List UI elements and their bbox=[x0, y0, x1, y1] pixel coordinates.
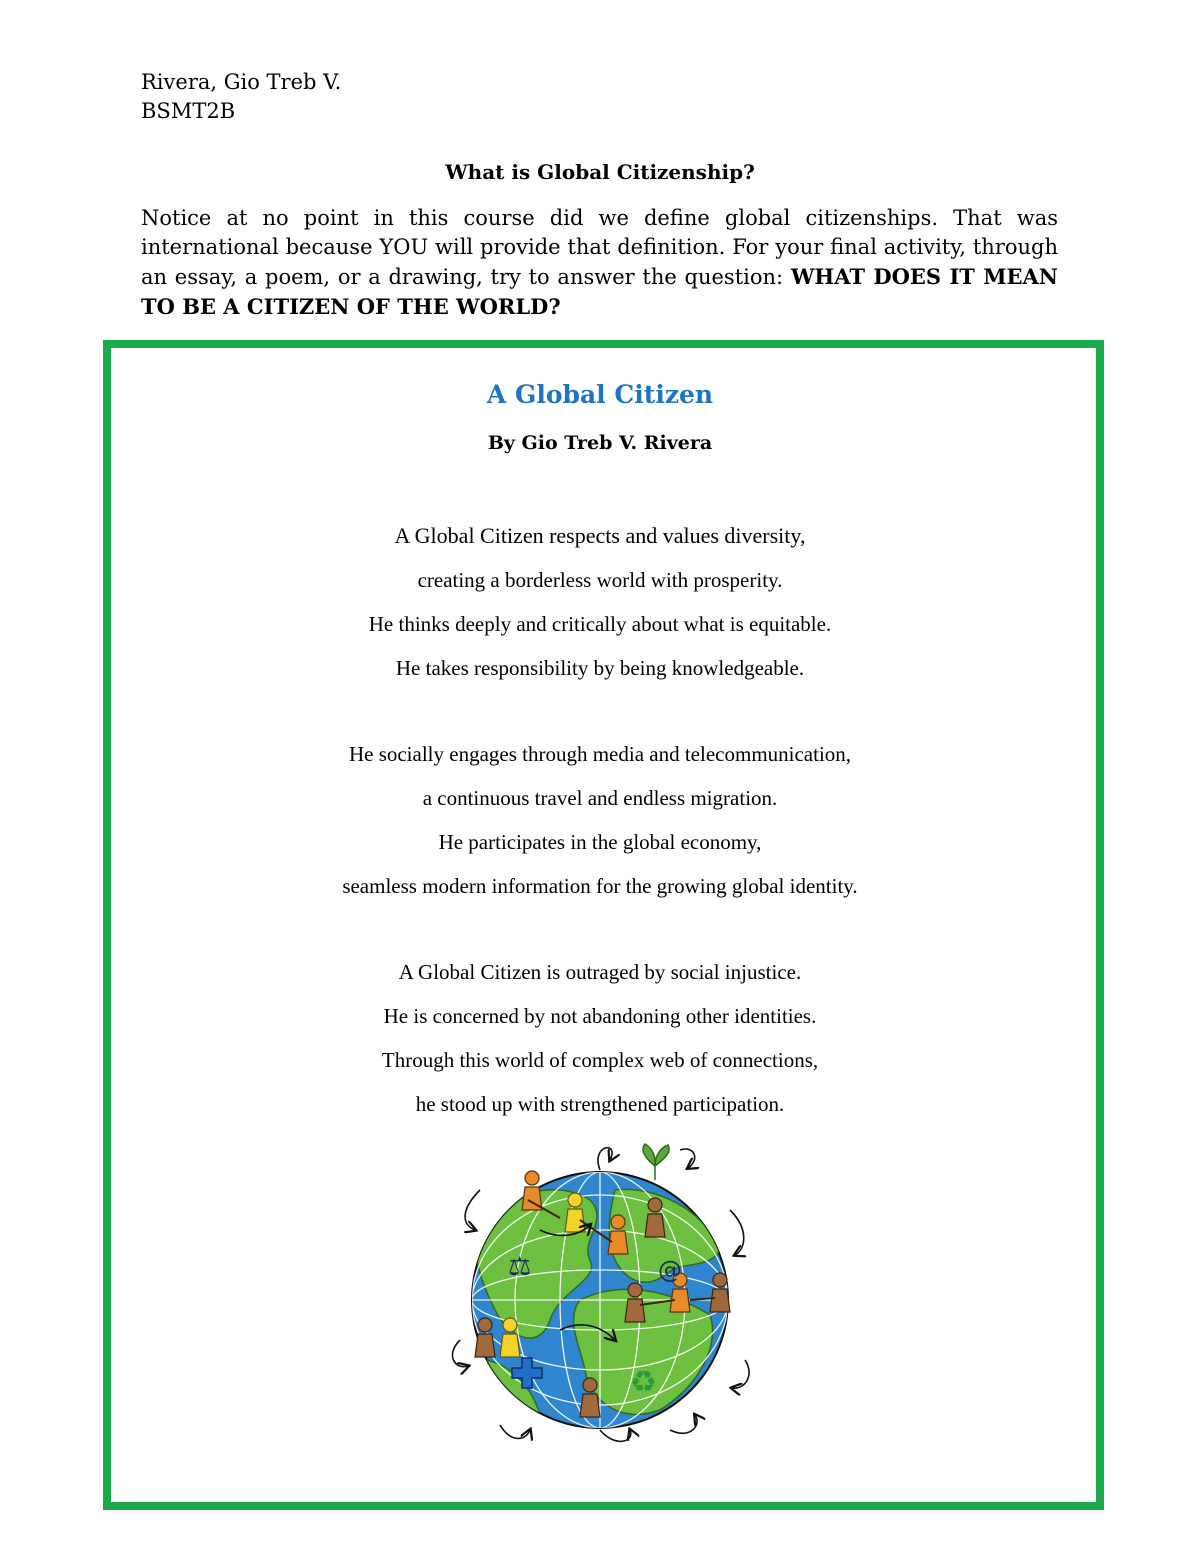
poem-line: A Global Citizen is outraged by social injustice. bbox=[398, 960, 802, 984]
recycle-icon: ♻ bbox=[630, 1365, 657, 1400]
poem-title: A Global Citizen bbox=[486, 380, 714, 409]
scales-icon: ⚖ bbox=[508, 1252, 532, 1282]
student-name: Rivera, Gio Treb V. bbox=[141, 70, 342, 94]
poem-line: a continuous travel and endless migration. bbox=[422, 786, 778, 810]
poem-author: By Gio Treb V. Rivera bbox=[487, 432, 713, 454]
instructions-paragraph bbox=[141, 204, 1058, 322]
poem-line: seamless modern information for the growing global identity. bbox=[342, 874, 858, 898]
poem-line: He takes responsibility by being knowledgeable. bbox=[395, 656, 805, 680]
page-heading: What is Global Citizenship? bbox=[445, 160, 755, 184]
poem-line: creating a borderless world with prosperity. bbox=[417, 568, 783, 592]
poem-line: He is concerned by not abandoning other identities. bbox=[383, 1004, 817, 1028]
globe-illustration bbox=[440, 1130, 760, 1450]
poem-line: he stood up with strengthened participation. bbox=[415, 1092, 785, 1116]
stanza-1 bbox=[0, 514, 1200, 690]
stanza-2 bbox=[0, 732, 1200, 908]
student-section: BSMT2B bbox=[141, 99, 236, 123]
at-sign-icon: @ bbox=[658, 1256, 682, 1284]
poem-line: He socially engages through media and telecommunication, bbox=[348, 742, 852, 766]
instructions-text: Notice at no point in this course did we define global citizenships. That was international because YOU will provide that definition. For your final activity, through an essay, a poem, or a drawing, try to answer the question: bbox=[141, 206, 1058, 289]
instructions-question: WHAT DOES IT MEAN TO BE A CITIZEN OF THE WORLD? bbox=[141, 264, 1058, 319]
stanza-3 bbox=[0, 950, 1200, 1126]
student-header bbox=[141, 68, 341, 126]
sprout-icon bbox=[643, 1144, 669, 1180]
poem-line: A Global Citizen respects and values diversity, bbox=[394, 523, 806, 548]
poem-line: He thinks deeply and critically about what is equitable. bbox=[368, 612, 832, 636]
poem-line: He participates in the global economy, bbox=[438, 830, 762, 854]
poem-line: Through this world of complex web of connections, bbox=[381, 1048, 819, 1072]
